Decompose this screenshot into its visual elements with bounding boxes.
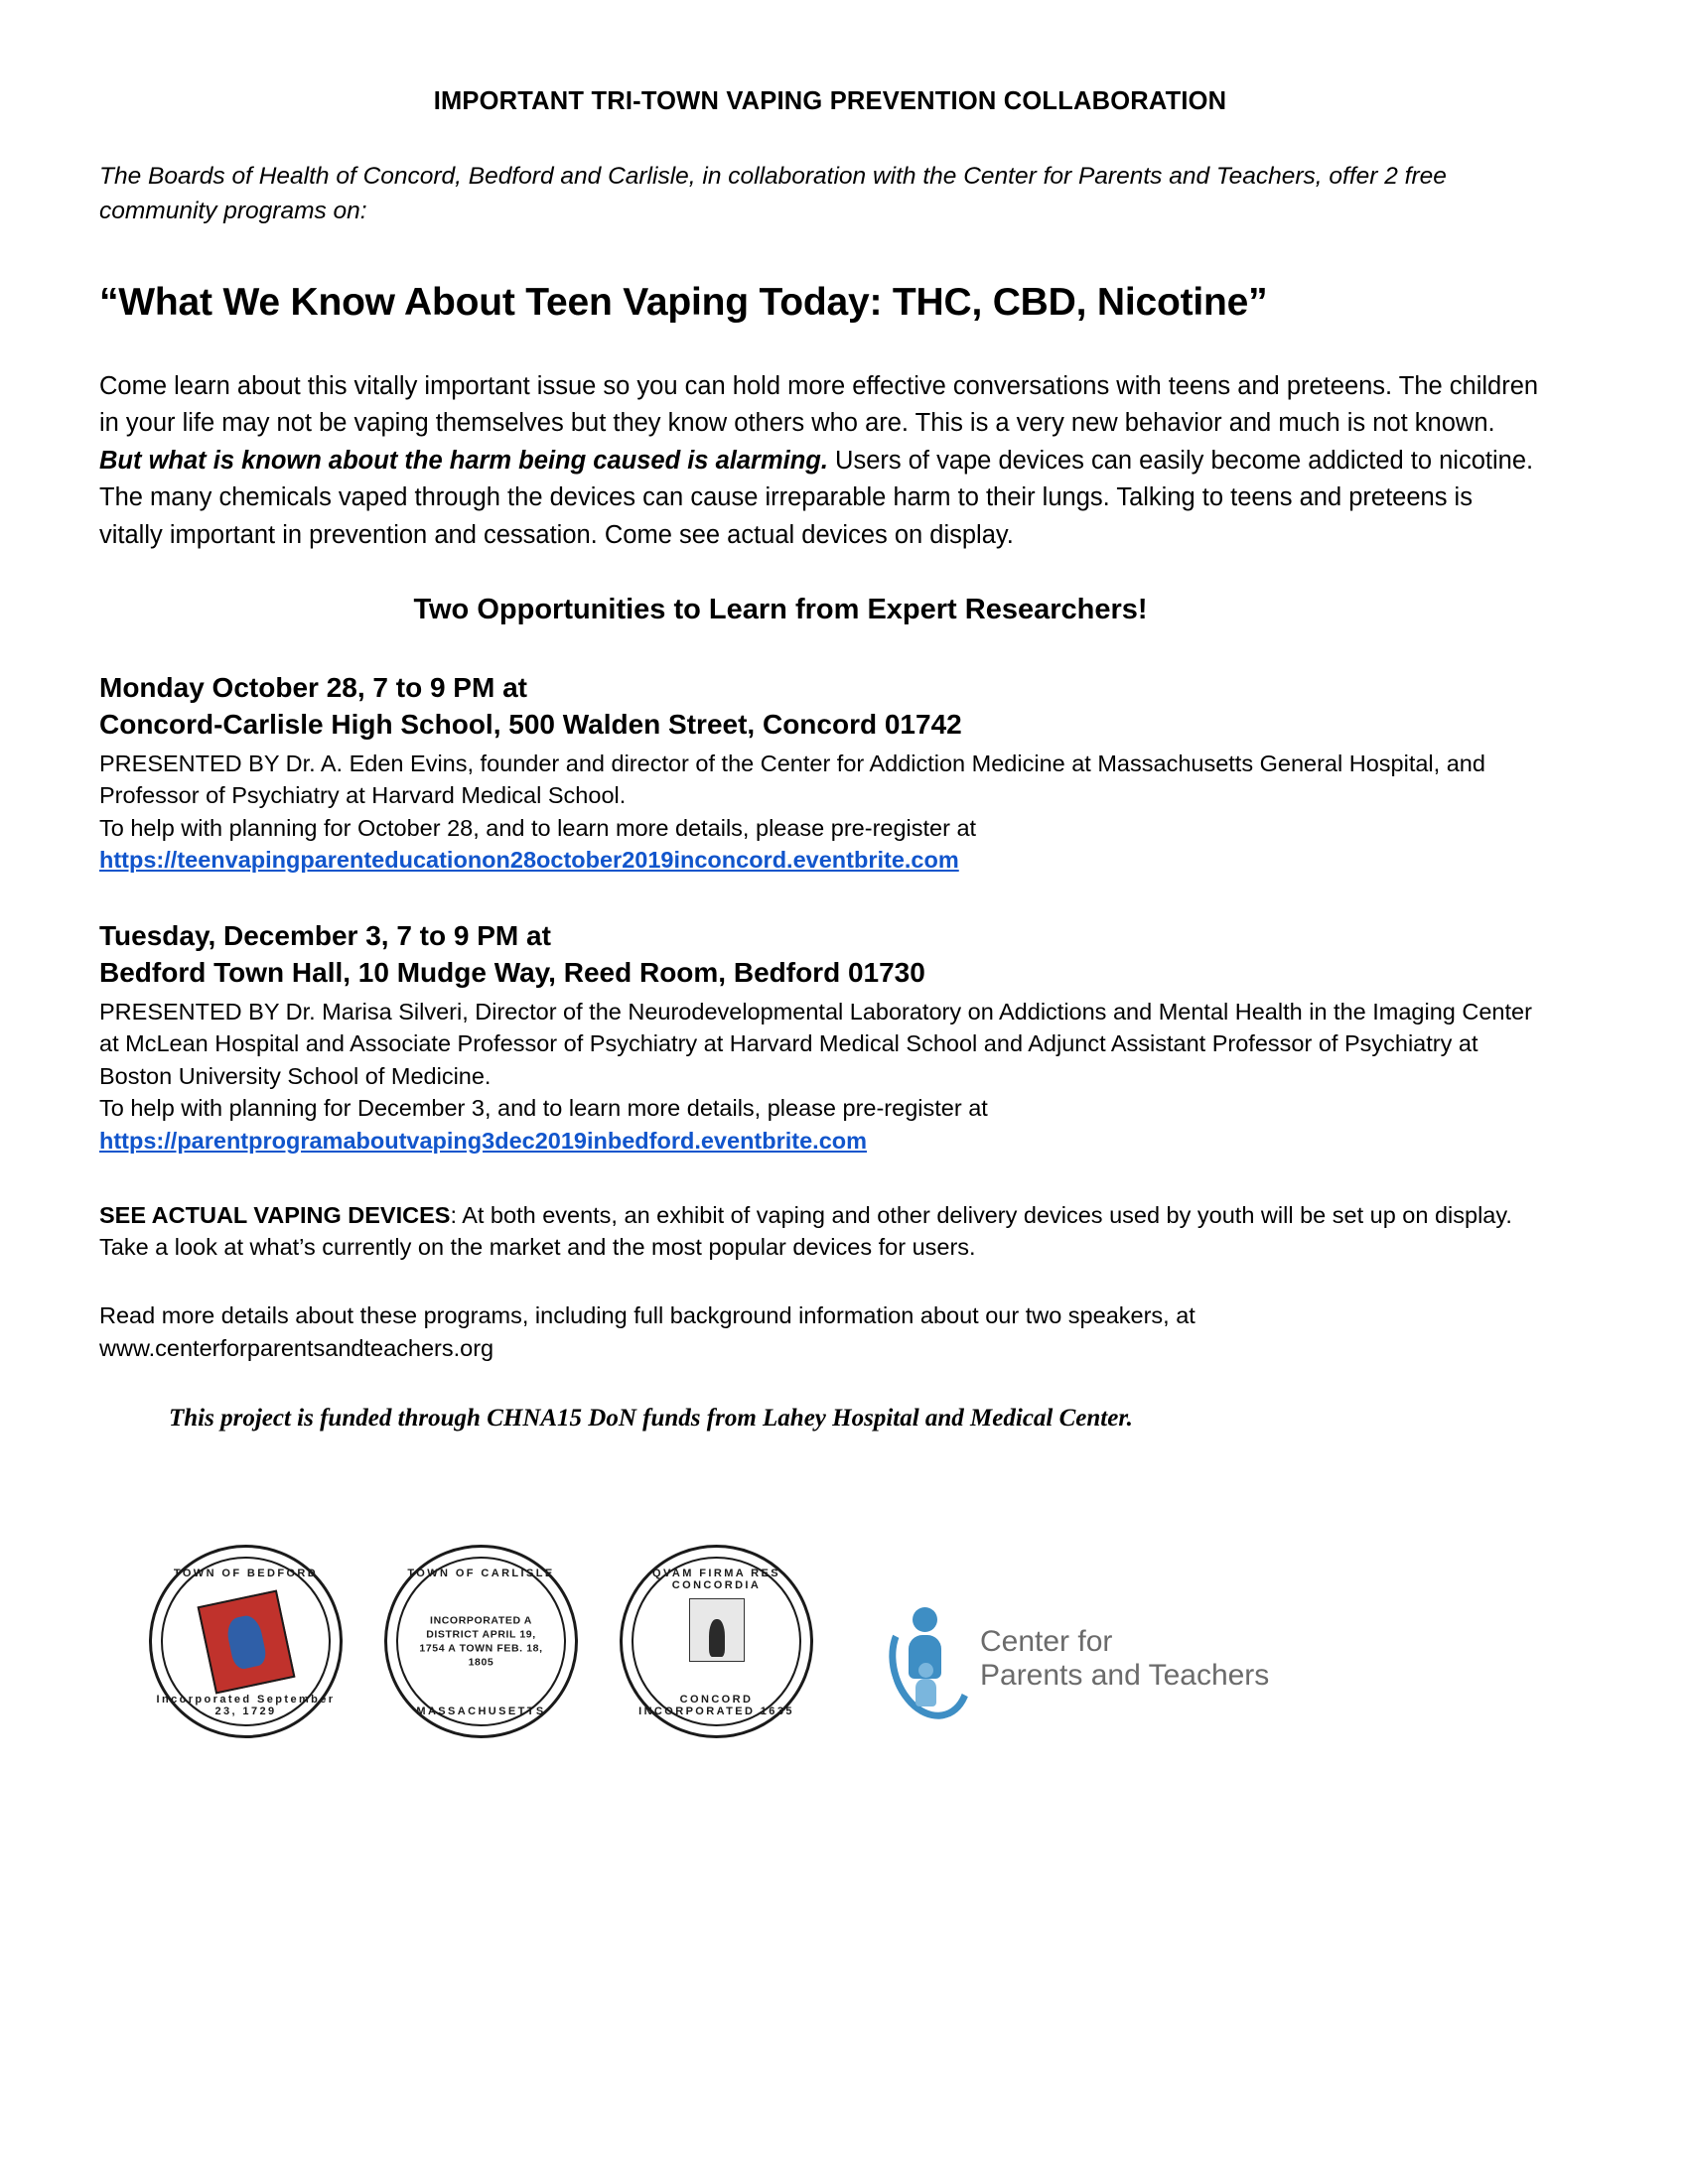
cpt-wordmark (980, 1625, 1269, 1694)
funding-statement: This project is funded through CHNA15 DoN funds from Lahey Hospital and Medical Center. (169, 1405, 1133, 1433)
cpt-line-2: Parents and Teachers (980, 1659, 1270, 1693)
bedford-figure-icon (223, 1613, 267, 1671)
seal-top-text: TOWN OF BEDFORD (173, 1568, 319, 1580)
seal-core-text: INCORPORATED A DISTRICT APRIL 19, 1754 A TOWN FEB. 18, 1805 (419, 1614, 543, 1669)
seal-bottom-text: Incorporated September 23, 1729 (156, 1694, 336, 1718)
two-opportunities-heading: Two Opportunities to Learn from Expert Researchers! (413, 593, 1148, 625)
bedford-shield-icon (197, 1589, 295, 1694)
event-block-october (99, 670, 1561, 877)
footer-logos (99, 1510, 1561, 1738)
seal-top-text: TOWN OF CARLISLE (407, 1568, 555, 1580)
event-when: Monday October 28, 7 to 9 PM at (99, 671, 527, 703)
event-register-note: To help with planning for October 28, and to learn more details, please pre-register at (99, 814, 977, 841)
body-paragraph (99, 368, 1561, 554)
parent-child-icon (891, 1605, 962, 1712)
event-registration-link[interactable]: https://parentprogramaboutvaping3dec2019inbedford.eventbrite.com (99, 1127, 868, 1154)
body-text-part1: Come learn about this vitally important issue so you can hold more effective conversations with teens and preteens. The children in your life may not be vaping themselves but they know others who are. This is a very new behavior and much is not known. (99, 371, 1539, 438)
town-of-bedford-seal-icon (149, 1545, 343, 1738)
intro-paragraph: The Boards of Health of Concord, Bedford and Carlisle, in collaboration with the Center for Parents and Teachers, offer 2 free community programs on: (99, 163, 1447, 224)
body-text-emphasis: But what is known about the harm being caused is alarming. (99, 446, 828, 475)
minuteman-figure-icon (709, 1619, 725, 1657)
event-where: Bedford Town Hall, 10 Mudge Way, Reed Room, Bedford 01730 (99, 957, 925, 988)
child-body-icon (915, 1679, 936, 1706)
devices-paragraph (99, 1199, 1561, 1265)
town-of-carlisle-seal-icon (384, 1545, 578, 1738)
event-presenter: PRESENTED BY Dr. A. Eden Evins, founder and director of the Center for Addiction Medicine at Massachusetts General Hospital, and Professor of Psychiatry at Harvard Medical School. (99, 750, 1485, 809)
seal-bottom-text: CONCORD INCORPORATED 1635 (638, 1694, 794, 1718)
page-title: IMPORTANT TRI-TOWN VAPING PREVENTION COLLABORATION (433, 87, 1227, 115)
devices-body-text: : At both events, an exhibit of vaping and other delivery devices used by youth will be set up on display. Take a look at what’s currently on the market and the most popular devices for users. (99, 1201, 1512, 1261)
event-when: Tuesday, December 3, 7 to 9 PM at (99, 920, 551, 952)
concord-minuteman-icon (689, 1598, 745, 1662)
center-for-parents-and-teachers-logo (891, 1605, 1269, 1712)
child-head-icon (918, 1663, 933, 1678)
devices-lead-label: SEE ACTUAL VAPING DEVICES (99, 1201, 451, 1228)
event-registration-link[interactable]: https://teenvapingparenteducationon28october2019inconcord.eventbrite.com (99, 847, 959, 874)
read-more-paragraph: Read more details about these programs, including full background information about our two speakers, at www.centerforparentsandteachers.org (99, 1302, 1196, 1362)
seal-bottom-text: MASSACHUSETTS (416, 1706, 546, 1718)
program-headline: “What We Know About Teen Vaping Today: THC, CBD, Nicotine” (99, 280, 1268, 324)
event-register-note: To help with planning for December 3, and to learn more details, please pre-register at (99, 1095, 988, 1122)
cpt-line-1: Center for (980, 1624, 1113, 1658)
town-of-concord-seal-icon (620, 1545, 813, 1738)
event-block-december (99, 918, 1561, 1157)
parent-head-icon (913, 1607, 937, 1632)
event-presenter: PRESENTED BY Dr. Marisa Silveri, Director of the Neurodevelopmental Laboratory on Addictions and Mental Health in the Imaging Center at McLean Hospital and Associate Professor of Psychiatry at Harvard Medical School and Adjunct Assistant Professor of Psychiatry at Boston University School of Medicine. (99, 998, 1532, 1089)
event-where: Concord-Carlisle High School, 500 Walden Street, Concord 01742 (99, 708, 962, 740)
body-text-part2: Users of vape devices can easily become addicted to nicotine. The many chemicals vaped through the devices can cause irreparable harm to their lungs. Talking to teens and preteens is vitally important in prevention and cessation. Come see actual devices on display. (99, 446, 1534, 549)
seal-top-text: QVAM FIRMA RES CONCORDIA (652, 1568, 780, 1592)
